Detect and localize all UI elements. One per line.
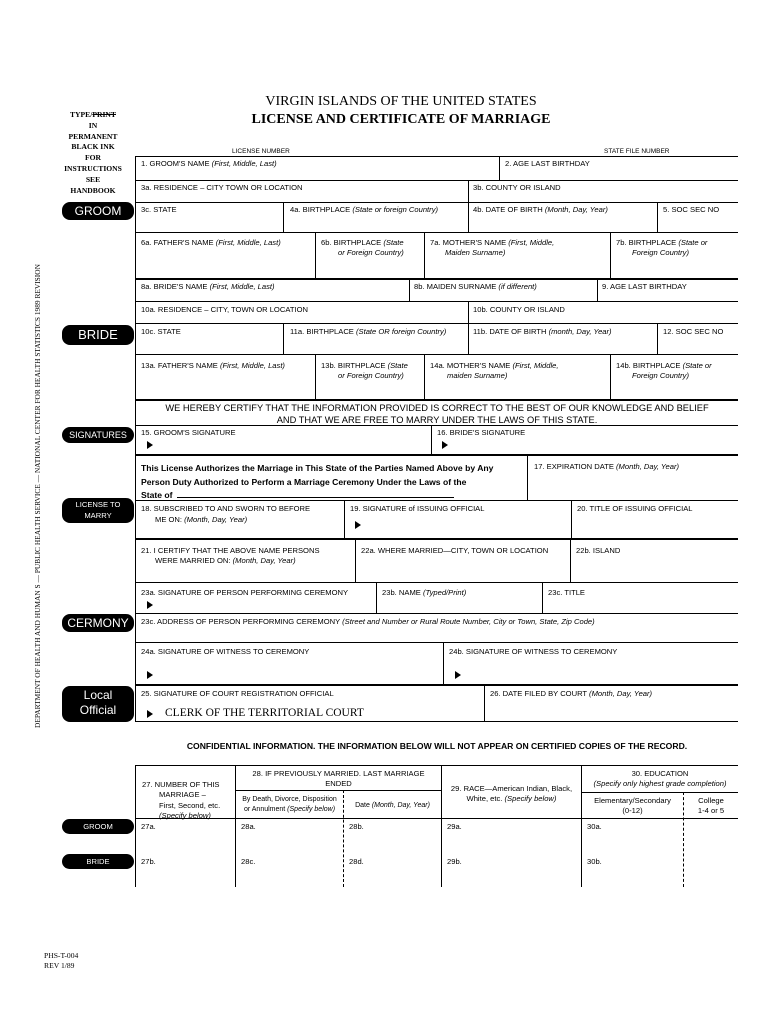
field-25-court-official-signature[interactable]: 25. SIGNATURE OF COURT REGISTRATION OFFICIAL — [141, 689, 334, 698]
rule — [135, 454, 738, 456]
rule — [581, 792, 738, 793]
instructions-type: TYPE/ — [69, 110, 93, 119]
field-2-groom-age[interactable]: 2. AGE LAST BIRTHDAY — [505, 159, 590, 168]
col-30-header: 30. EDUCATION (Specify only highest grade completion) — [593, 769, 727, 788]
license-number-label: LICENSE NUMBER — [232, 148, 290, 155]
form-code — [44, 951, 78, 971]
field-23b-performer-name[interactable]: 23b. NAME (Typed/Print) — [382, 588, 467, 597]
field-24a-witness-signature[interactable]: 24a. SIGNATURE OF WITNESS TO CEREMONY — [141, 647, 310, 656]
field-23a-performer-signature[interactable]: 23a. SIGNATURE OF PERSON PERFORMING CEREMONY — [141, 588, 349, 597]
certify-line-2: AND THAT WE ARE FREE TO MARRY UNDER THE LAWS OF THIS STATE. — [276, 414, 598, 425]
rule — [135, 765, 738, 766]
field-3b-groom-county[interactable]: 3b. COUNTY OR ISLAND — [473, 183, 561, 192]
rule — [355, 539, 356, 582]
stats-groom-row-label: GROOM — [62, 819, 134, 834]
field-13a-bride-father[interactable]: 13a. FATHER'S NAME (First, Middle, Last) — [141, 361, 285, 370]
rule — [610, 354, 611, 399]
instructions-line: FOR — [84, 153, 102, 163]
cell-29a[interactable]: 29a. — [447, 822, 462, 831]
col-28b-subheader: Date (Month, Day, Year) — [355, 802, 430, 809]
cell-28c[interactable]: 28c. — [241, 857, 256, 866]
instructions-print-strike: PRINT — [92, 110, 116, 119]
rule — [135, 156, 136, 721]
form-code-line-1: PHS-T-004 — [44, 951, 79, 960]
field-16-bride-signature[interactable]: 16. BRIDE'S SIGNATURE — [437, 428, 526, 437]
cell-28b[interactable]: 28b. — [349, 822, 364, 831]
clerk-title-text: CLERK OF THE TERRITORIAL COURT — [165, 707, 364, 719]
rule — [135, 232, 738, 233]
rule — [468, 323, 469, 354]
rule — [135, 765, 136, 887]
field-11a-bride-birthplace[interactable]: 11a. BIRTHPLACE (State OR foreign Country) — [290, 327, 447, 336]
rule — [597, 279, 598, 301]
witness-a-arrow-icon — [147, 671, 153, 679]
instructions-line: HANDBOOK — [70, 185, 116, 195]
witness-b-arrow-icon — [455, 671, 461, 679]
field-19-issuing-official-signature[interactable]: 19. SIGNATURE of ISSUING OFFICIAL — [350, 504, 485, 513]
col-29-header: 29. RACE—American Indian, Black, White, etc. (Specify below) — [450, 784, 573, 803]
field-4a-groom-birthplace[interactable]: 4a. BIRTHPLACE (State or foreign Country) — [290, 205, 439, 214]
field-23d-performer-address[interactable]: 23c. ADDRESS OF PERSON PERFORMING CEREMONY (Street and Number or Rural Route Number, City or Town, State, Zip Code) — [141, 617, 595, 626]
form-title-1: VIRGIN ISLANDS OF THE UNITED STATES — [265, 94, 537, 109]
rule — [409, 279, 410, 301]
field-4b-groom-dob[interactable]: 4b. DATE OF BIRTH (Month, Day, Year) — [473, 205, 608, 214]
field-8a-bride-name[interactable]: 8a. BRIDE'S NAME (First, Middle, Last) — [141, 282, 275, 291]
rule — [135, 642, 738, 643]
stats-bride-row-label: BRIDE — [62, 854, 134, 869]
rule — [610, 232, 611, 278]
rule — [135, 613, 738, 614]
rule — [376, 582, 377, 613]
field-17-expiration-date[interactable]: 17. EXPIRATION DATE (Month, Day, Year) — [534, 462, 680, 471]
official-text: Official — [79, 703, 117, 717]
section-local-official-label — [62, 686, 134, 722]
side-department-text: DEPARTMENT OF HEALTH AND HUMAN S — PUBLIC HEALTH SERVICE — NATIONAL CENTER FOR HEALTH STATISTICS 1989 REVISION — [33, 264, 42, 728]
rule — [135, 354, 738, 355]
rule — [135, 684, 738, 686]
instructions-line: BLACK INK — [71, 142, 115, 152]
rule — [135, 180, 738, 181]
field-10a-bride-residence[interactable]: 10a. RESIDENCE – CITY, TOWN OR LOCATION — [141, 305, 308, 314]
cell-29b[interactable]: 29b. — [447, 857, 462, 866]
field-6b-father-birthplace[interactable]: 6b. BIRTHPLACE (State or Foreign Country) — [321, 238, 404, 257]
rule — [135, 721, 738, 722]
col-30-college: College 1-4 or 5 — [697, 796, 725, 815]
rule — [570, 539, 571, 582]
rule — [344, 500, 345, 538]
rule — [283, 202, 284, 232]
instructions-line: PERMANENT — [68, 131, 118, 141]
field-5-groom-ssn[interactable]: 5. SOC SEC NO — [663, 205, 720, 214]
field-10c-bride-state[interactable]: 10c. STATE — [141, 327, 181, 336]
rule — [235, 790, 441, 791]
rule — [283, 323, 284, 354]
field-9-bride-age[interactable]: 9. AGE LAST BIRTHDAY — [602, 282, 687, 291]
state-of-input-line[interactable] — [177, 497, 454, 498]
state-file-number-label: STATE FILE NUMBER — [604, 148, 670, 155]
field-3a-groom-residence[interactable]: 3a. RESIDENCE – CITY TOWN OR LOCATION — [141, 183, 303, 192]
field-6a-groom-father[interactable]: 6a. FATHER'S NAME (First, Middle, Last) — [141, 238, 281, 247]
field-21-married-on[interactable]: 21. I CERTIFY THAT THE ABOVE NAME PERSONS WERE MARRIED ON: (Month, Day, Year) — [141, 546, 320, 565]
rule — [135, 818, 738, 819]
section-groom-label: GROOM — [62, 202, 134, 220]
rule — [443, 642, 444, 684]
auth-line-1: This License Authorizes the Marriage in This State of the Parties Named Above by Any — [141, 463, 494, 473]
groom-signature-arrow-icon — [147, 441, 153, 449]
cell-30b[interactable]: 30b. — [587, 857, 602, 866]
rule — [135, 156, 738, 157]
section-signatures-label: SIGNATURES — [62, 427, 134, 443]
rule — [135, 323, 738, 324]
rule — [468, 180, 469, 202]
rule — [424, 354, 425, 399]
instructions-block — [62, 110, 124, 196]
confidential-notice: CONFIDENTIAL INFORMATION. THE INFORMATION BELOW WILL NOT APPEAR ON CERTIFIED COPIES OF THE RECORD. — [186, 741, 688, 751]
col-28-header: 28. IF PREVIOUSLY MARRIED. LAST MARRIAGE ENDED — [252, 769, 425, 788]
certify-line-1: WE HEREBY CERTIFY THAT THE INFORMATION PROVIDED IS CORRECT TO THE BEST OF OUR KNOWLEDGE AND BELIEF — [165, 403, 709, 413]
rule — [527, 455, 528, 500]
field-14a-bride-mother[interactable]: 14a. MOTHER'S NAME (First, Middle, maiden Surname) — [430, 361, 559, 380]
field-11b-bride-dob[interactable]: 11b. DATE OF BIRTH (month, Day, Year) — [473, 327, 612, 336]
field-10b-bride-county[interactable]: 10b. COUNTY OR ISLAND — [473, 305, 565, 314]
court-signature-arrow-icon — [147, 710, 153, 718]
section-bride-label: BRIDE — [62, 325, 134, 345]
rule — [135, 399, 738, 401]
rule — [315, 354, 316, 399]
field-18-sworn-before[interactable]: 18. SUBSCRIBED TO AND SWORN TO BEFORE ME ON: (Month, Day, Year) — [141, 504, 311, 524]
rule — [468, 301, 469, 323]
field-24b-witness-signature[interactable]: 24b. SIGNATURE OF WITNESS TO CEREMONY — [449, 647, 618, 656]
field-22a-where-married[interactable]: 22a. WHERE MARRIED—CITY, TOWN OR LOCATION — [361, 546, 549, 555]
cell-28d[interactable]: 28d. — [349, 857, 364, 866]
field-13b-father-birthplace[interactable]: 13b. BIRTHPLACE (State or Foreign Country) — [321, 361, 408, 380]
rule — [135, 202, 738, 203]
performer-signature-arrow-icon — [147, 601, 153, 609]
section-cermony-label: CERMONY — [62, 614, 134, 632]
license-to-text: LICENSE TO — [75, 500, 121, 509]
cell-28a[interactable]: 28a. — [241, 822, 256, 831]
instructions-line: SEE — [85, 174, 101, 184]
local-text: Local — [83, 688, 113, 702]
form-code-line-2: REV 1/89 — [44, 961, 75, 970]
rule — [657, 202, 658, 232]
rule — [431, 425, 432, 454]
field-8b-maiden-surname[interactable]: 8b. MAIDEN SURNAME (if different) — [414, 282, 537, 291]
instructions-line: IN — [88, 120, 98, 130]
field-22b-island[interactable]: 22b. ISLAND — [576, 546, 621, 555]
rule — [499, 156, 500, 180]
field-20-issuing-official-title[interactable]: 20. TITLE OF ISSUING OFFICIAL — [577, 504, 693, 513]
rule — [468, 202, 469, 232]
form-title-2: LICENSE AND CERTIFICATE OF MARRIAGE — [251, 112, 551, 127]
auth-line-2: Person Duty Authorized to Perform a Marriage Ceremony Under the Laws of the — [141, 476, 467, 487]
field-3c-groom-state[interactable]: 3c. STATE — [141, 205, 177, 214]
rule — [135, 582, 738, 583]
rule — [657, 323, 658, 354]
field-23c-performer-title[interactable]: 23c. TITLE — [548, 588, 586, 597]
rule — [542, 582, 543, 613]
cell-30a[interactable]: 30a. — [587, 822, 602, 831]
rule — [135, 538, 738, 540]
field-14b-mother-birthplace[interactable]: 14b. BIRTHPLACE (State or Foreign Country) — [616, 361, 712, 380]
instructions-line: INSTRUCTIONS — [64, 163, 122, 173]
issuing-signature-arrow-icon — [355, 521, 361, 529]
auth-line-3: State of — [141, 490, 173, 500]
rule — [424, 232, 425, 278]
rule — [135, 301, 738, 302]
field-7b-mother-birthplace[interactable]: 7b. BIRTHPLACE (State or Foreign Country) — [616, 238, 708, 257]
col-30-elementary: Elementary/Secondary (0-12) — [594, 796, 671, 815]
rule — [135, 278, 738, 280]
field-12-bride-ssn[interactable]: 12. SOC SEC NO — [663, 327, 724, 336]
field-15-groom-signature[interactable]: 15. GROOM'S SIGNATURE — [141, 428, 236, 437]
rule — [484, 685, 485, 721]
bride-signature-arrow-icon — [442, 441, 448, 449]
marry-text: MARRY — [84, 511, 112, 520]
col-28a-subheader: By Death, Divorce, Disposition or Annulment (Specify below) — [242, 796, 337, 813]
rule — [315, 232, 316, 278]
cell-27b[interactable]: 27b. — [141, 857, 156, 866]
rule — [571, 500, 572, 538]
field-1-groom-name[interactable]: 1. GROOM'S NAME (First, Middle, Last) — [141, 159, 277, 168]
field-26-date-filed[interactable]: 26. DATE FILED BY COURT (Month, Day, Year) — [490, 689, 653, 698]
col-27-header: 27. NUMBER OF THIS MARRIAGE – First, Second, etc. (Specify below) — [142, 780, 221, 820]
field-7a-groom-mother[interactable]: 7a. MOTHER'S NAME (First, Middle, Maiden Surname) — [430, 238, 555, 257]
certify-statement — [136, 403, 738, 426]
section-license-to-marry-label — [62, 498, 134, 523]
cell-27a[interactable]: 27a. — [141, 822, 156, 831]
